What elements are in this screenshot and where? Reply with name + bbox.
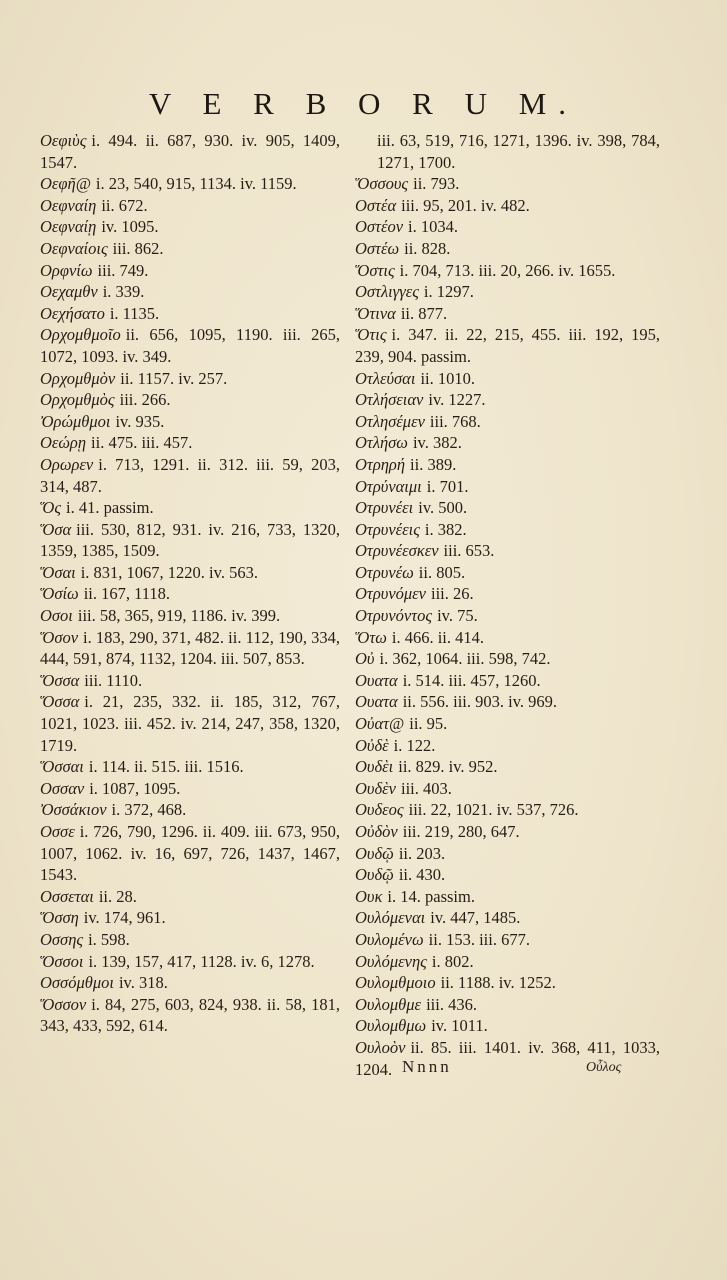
index-entry xyxy=(355,216,660,238)
index-entry xyxy=(40,368,340,390)
index-entry xyxy=(355,476,660,498)
headword: Ουκ xyxy=(355,886,383,906)
references: ii. 1188. iv. 1252. xyxy=(440,973,556,993)
index-entry xyxy=(355,1015,660,1037)
headword: Ὅτω xyxy=(355,627,387,647)
index-entry xyxy=(40,324,340,367)
index-entry xyxy=(40,605,340,627)
headword: Οσοι xyxy=(40,606,73,626)
headword: Ουλόμεναι xyxy=(355,908,426,928)
references: iv. 382. xyxy=(412,433,462,453)
references: i. 701. xyxy=(426,476,469,496)
catchword: Οὖλος xyxy=(586,1060,622,1075)
references: i. 339. xyxy=(102,282,145,302)
index-entry xyxy=(355,540,660,562)
headword: Ουδῷ xyxy=(355,843,394,863)
references: ii. 805. xyxy=(418,562,466,582)
references: iii. 436. xyxy=(426,994,477,1014)
index-entry xyxy=(355,130,660,173)
references: i. 382. xyxy=(424,519,467,539)
index-entry xyxy=(40,562,340,584)
headword: Ουλομθμω xyxy=(355,1016,427,1036)
index-entry xyxy=(355,756,660,778)
references: iii. 266. xyxy=(119,390,171,410)
references: ii. 877. xyxy=(400,303,448,323)
references: i. 23, 540, 915, 1134. iv. 1159. xyxy=(95,174,297,194)
headword: Ουλόμενης xyxy=(355,951,427,971)
index-entry xyxy=(355,886,660,908)
references: ii. 85. iii. 1401. iv. 368, 411, 1033, 1204. xyxy=(355,1037,660,1079)
headword: Ορχομθμὸς xyxy=(40,390,115,410)
index-entry xyxy=(355,799,660,821)
headword: Ὅσίω xyxy=(40,584,79,604)
index-entry xyxy=(355,735,660,757)
headword: Οσσης xyxy=(40,929,84,949)
references: ii. 95. xyxy=(409,714,448,734)
references: i. 726, 790, 1296. ii. 409. iii. 673, 950, 1007, 1062. iv. 16, 697, 726, 1437, 1467, 1543. xyxy=(40,822,340,885)
index-entry xyxy=(355,368,660,390)
index-entry xyxy=(40,951,340,973)
index-entry xyxy=(40,821,340,886)
references: i. 84, 275, 603, 824, 938. ii. 58, 181, 343, 433, 592, 614. xyxy=(40,994,340,1036)
index-entry xyxy=(355,281,660,303)
index-entry xyxy=(40,583,340,605)
references: iii. 1110. xyxy=(84,670,143,690)
index-entry xyxy=(40,260,340,282)
index-column-right xyxy=(355,130,660,1080)
references: iv. 1011. xyxy=(431,1016,488,1036)
index-entry xyxy=(40,670,340,692)
index-entry xyxy=(355,627,660,649)
index-entry xyxy=(355,519,660,541)
headword: Οεφναίῃ xyxy=(40,217,97,237)
headword: Ὅσαι xyxy=(40,562,76,582)
headword: Ουατα xyxy=(355,670,398,690)
references: i. 598. xyxy=(88,929,130,949)
headword: Οτρυνέεσκεν xyxy=(355,541,439,561)
references: i. 21, 235, 332. ii. 185, 312, 767, 1021, 1023. iii. 452. iv. 214, 247, 358, 1320, 1719. xyxy=(40,692,340,755)
references: ii. 167, 1118. xyxy=(83,584,171,604)
headword: Οὐδὸν xyxy=(355,822,398,841)
headword: Ὅσον xyxy=(40,627,79,647)
references: iii. 749. xyxy=(97,260,149,280)
references: iii. 862. xyxy=(112,238,164,258)
index-entry xyxy=(40,778,340,800)
index-entry xyxy=(355,303,660,325)
references: i. 802. xyxy=(431,951,474,971)
references: iv. 75. xyxy=(437,606,478,626)
references: iii. 26. xyxy=(431,584,474,604)
headword: Ὅτις xyxy=(355,325,387,345)
references: ii. 828. xyxy=(404,238,451,258)
references: i. 372, 468. xyxy=(111,800,187,820)
references: i. 14. passim. xyxy=(387,886,475,906)
references: iv. 1227. xyxy=(428,390,486,410)
references: iv. 935. xyxy=(115,411,165,431)
headword: Οτρυνέει xyxy=(355,498,414,518)
headword: Οὐδὲ xyxy=(355,735,389,755)
references: iii. 403. xyxy=(400,778,452,798)
index-entry xyxy=(40,907,340,929)
headword: Οεφναίοις xyxy=(40,238,108,258)
references: ii. 556. iii. 903. iv. 969. xyxy=(402,692,558,712)
headword: Οτρυνόντος xyxy=(355,606,433,626)
references: ii. 389. xyxy=(410,454,457,474)
index-entry xyxy=(355,864,660,886)
index-entry xyxy=(40,756,340,778)
references: i. 1034. xyxy=(408,217,459,237)
headword: Ορχομθμοῖο xyxy=(40,325,121,345)
index-entry xyxy=(355,972,660,994)
headword: Ὅσσα xyxy=(40,670,80,690)
references: i. 347. ii. 22, 215, 455. iii. 192, 195, 239, 904. passim. xyxy=(355,325,660,366)
index-entry xyxy=(40,173,340,195)
index-entry xyxy=(355,951,660,973)
references: iii. 530, 812, 931. iv. 216, 733, 1320, 1359, 1385, 1509. xyxy=(40,519,340,561)
headword: Ὅσσους xyxy=(355,174,409,194)
headword: Οεφιὺς xyxy=(40,131,87,150)
index-entry xyxy=(355,238,660,260)
headword: Ουλομθμοιο xyxy=(355,973,436,993)
headword: Ὅτινα xyxy=(355,303,396,323)
index-entry xyxy=(355,994,660,1016)
index-entry xyxy=(355,411,660,433)
headword: Ὅσσοι xyxy=(40,951,84,971)
headword: Οεώρῃ xyxy=(40,433,87,453)
headword: Ὅσσον xyxy=(40,994,87,1014)
references: ii. 1010. xyxy=(420,368,475,388)
headword: Ὅσα xyxy=(40,519,72,539)
references: iv. 1095. xyxy=(101,217,159,237)
index-entry xyxy=(355,454,660,476)
index-entry xyxy=(40,972,340,994)
references: i. 466. ii. 414. xyxy=(391,627,485,647)
references: ii. 430. xyxy=(398,865,446,885)
index-entry xyxy=(40,994,340,1037)
references: ii. 475. iii. 457. xyxy=(91,433,193,453)
references: iii. 768. xyxy=(429,411,481,431)
headword: Οτρηρή xyxy=(355,454,406,474)
headword: Οτλήσω xyxy=(355,433,408,453)
headword: Ορωρεν xyxy=(40,454,94,474)
headword: Οσσε xyxy=(40,822,75,841)
headword: Οτλήσειαν xyxy=(355,390,424,410)
index-entry xyxy=(40,195,340,217)
references: i. 831, 1067, 1220. iv. 563. xyxy=(80,562,258,582)
index-entry xyxy=(355,778,660,800)
index-entry xyxy=(355,432,660,454)
headword: Οεχαμθν xyxy=(40,282,98,302)
index-entry xyxy=(40,238,340,260)
index-entry xyxy=(355,173,660,195)
index-entry xyxy=(355,670,660,692)
index-entry xyxy=(355,907,660,929)
headword: Ὅσσα xyxy=(40,692,80,712)
index-entry xyxy=(40,130,340,173)
references: ii. 793. xyxy=(413,174,460,194)
index-entry xyxy=(355,648,660,670)
references: iii. 219, 280, 647. xyxy=(402,822,520,841)
index-entry xyxy=(40,454,340,497)
headword: Ουλομένω xyxy=(355,929,424,949)
headword: Ουλομθμε xyxy=(355,994,422,1014)
index-entry xyxy=(355,929,660,951)
references: iv. 447, 1485. xyxy=(430,908,521,928)
headword: Οτρυνέεις xyxy=(355,519,420,539)
references: iv. 500. xyxy=(418,498,468,518)
headword: Ορχομθμὸν xyxy=(40,368,116,388)
index-entry xyxy=(355,843,660,865)
index-entry xyxy=(40,303,340,325)
headword: Ὅσση xyxy=(40,908,79,928)
index-entry xyxy=(40,281,340,303)
headword: Οὐατ@ xyxy=(355,714,405,734)
headword: Ὀσσάκιον xyxy=(40,800,107,820)
headword: Ουατα xyxy=(355,692,398,712)
headword: Οστέον xyxy=(355,217,404,237)
references: iv. 318. xyxy=(118,973,168,993)
references: ii. 656, 1095, 1190. iii. 265, 1072, 1093. iv. 349. xyxy=(40,325,340,366)
index-entry xyxy=(355,583,660,605)
headword: Οτρυνέω xyxy=(355,562,414,582)
headword: Ουδὲι xyxy=(355,757,394,777)
references: ii. 153. iii. 677. xyxy=(428,929,530,949)
references: i. 514. iii. 457, 1260. xyxy=(402,670,541,690)
index-entry xyxy=(40,216,340,238)
headword: Ουδῷ xyxy=(355,865,394,885)
headword: Οτλησέμεν xyxy=(355,411,425,431)
references: ii. 1157. iv. 257. xyxy=(120,368,228,388)
headword: Οτλεύσαι xyxy=(355,368,416,388)
index-entry xyxy=(40,389,340,411)
index-entry xyxy=(355,691,660,713)
headword: Οσσαν xyxy=(40,778,85,798)
headword: Οεφναίη xyxy=(40,195,97,215)
headword: Οεχήσατο xyxy=(40,303,105,323)
references: i. 139, 157, 417, 1128. iv. 6, 1278. xyxy=(88,951,315,971)
index-entry xyxy=(355,562,660,584)
references: iii. 95, 201. iv. 482. xyxy=(401,195,530,215)
headword: Ουδὲν xyxy=(355,778,396,798)
references: iii. 63, 519, 716, 1271, 1396. iv. 398, 784, 1271, 1700. xyxy=(377,131,660,172)
index-entry xyxy=(40,799,340,821)
headword: Ουδεος xyxy=(355,800,404,820)
headword: Ὅς xyxy=(40,498,62,518)
index-entry xyxy=(355,713,660,735)
headword: Ορφνίω xyxy=(40,260,93,280)
references: i. 704, 713. iii. 20, 266. iv. 1655. xyxy=(399,260,616,280)
index-entry xyxy=(40,497,340,519)
references: ii. 203. xyxy=(398,843,446,863)
page-heading: V E R B O R U M. xyxy=(148,86,579,121)
index-entry xyxy=(355,195,660,217)
headword: Οστέω xyxy=(355,238,400,258)
headword: Οὐ xyxy=(355,649,375,669)
references: i. 1135. xyxy=(109,303,160,323)
index-column-left xyxy=(40,130,340,1037)
headword: Ουλοὸν xyxy=(355,1037,406,1057)
headword: Οτρύναιμι xyxy=(355,476,422,496)
references: i. 1297. xyxy=(423,282,474,302)
references: i. 713, 1291. ii. 312. iii. 59, 203, 314, 487. xyxy=(40,454,340,496)
headword: Ὀρώμθμοι xyxy=(40,411,111,431)
index-entry xyxy=(355,821,660,843)
headword: Ὅσσαι xyxy=(40,757,84,777)
references: i. 122. xyxy=(393,735,436,755)
references: ii. 28. xyxy=(98,886,137,906)
index-entry xyxy=(40,929,340,951)
headword: Οστέα xyxy=(355,195,397,215)
index-entry xyxy=(355,260,660,282)
signature-mark: Nnnn xyxy=(402,1057,452,1076)
references: iii. 22, 1021. iv. 537, 726. xyxy=(408,800,579,820)
references: i. 1087, 1095. xyxy=(89,778,181,798)
references: i. 41. passim. xyxy=(66,498,154,518)
index-entry xyxy=(355,324,660,367)
index-entry xyxy=(40,691,340,756)
references: i. 362, 1064. iii. 598, 742. xyxy=(379,649,551,669)
references: i. 183, 290, 371, 482. ii. 112, 190, 334, 444, 591, 874, 1132, 1204. iii. 507, 853. xyxy=(40,627,340,669)
headword: Οεφῆ@ xyxy=(40,174,91,194)
index-entry xyxy=(355,605,660,627)
headword: Οστλιγγες xyxy=(355,282,419,302)
references: iii. 58, 365, 919, 1186. iv. 399. xyxy=(77,606,281,626)
index-entry xyxy=(40,432,340,454)
index-entry xyxy=(40,411,340,433)
headword: Οτρυνόμεν xyxy=(355,584,426,604)
index-entry xyxy=(40,519,340,562)
headword: Οσσεται xyxy=(40,886,94,906)
references: iii. 653. xyxy=(443,541,495,561)
references: i. 494. ii. 687, 930. iv. 905, 1409, 1547. xyxy=(40,131,340,172)
references: ii. 672. xyxy=(101,195,148,215)
index-entry xyxy=(40,627,340,670)
references: i. 114. ii. 515. iii. 1516. xyxy=(88,757,244,777)
index-entry xyxy=(40,886,340,908)
headword: Οσσόμθμοι xyxy=(40,973,114,993)
references: iv. 174, 961. xyxy=(83,908,166,928)
references: ii. 829. iv. 952. xyxy=(398,757,498,777)
index-entry xyxy=(355,497,660,519)
index-entry xyxy=(355,389,660,411)
headword: Ὅστις xyxy=(355,260,395,280)
